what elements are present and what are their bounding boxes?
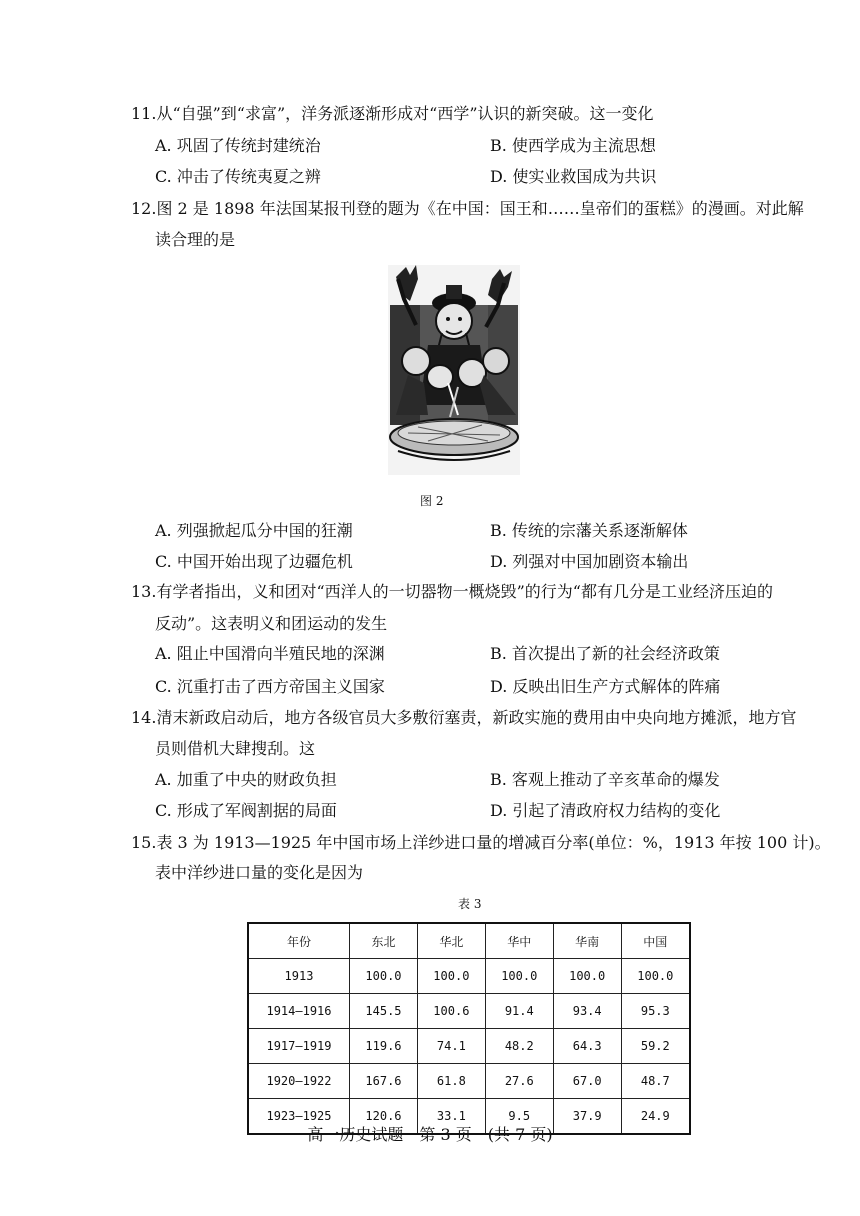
table-cell: 100.0: [417, 959, 485, 994]
table-cell: 1923—1925: [248, 1099, 350, 1135]
table-cell: 100.0: [553, 959, 621, 994]
table-header: 华中: [485, 923, 553, 959]
q15-stem-line1: 15.表 3 为 1913—1925 年中国市场上洋纱进口量的增减百分率(单位：%，1913 年按 100 计)。: [131, 833, 831, 852]
q12-option-d: D. 列强对中国加剧资本输出: [490, 552, 689, 571]
q12-stem-line1: 12.图 2 是 1898 年法国某报刊登的题为《在中国：国王和……皇帝们的蛋糕》的漫画。对此解: [131, 199, 804, 218]
q15-stem-line2: 表中洋纱进口量的变化是因为: [155, 863, 364, 882]
q13-option-c: C. 沉重打击了西方帝国主义国家: [155, 677, 385, 696]
q11-option-a: A. 巩固了传统封建统治: [155, 136, 321, 155]
table-cell: 74.1: [417, 1029, 485, 1064]
table-cell: 145.5: [350, 994, 418, 1029]
table-header: 华南: [553, 923, 621, 959]
q11-option-d: D. 使实业救国成为共识: [490, 167, 657, 186]
q13-option-d: D. 反映出旧生产方式解体的阵痛: [490, 677, 721, 696]
table-cell: 93.4: [553, 994, 621, 1029]
table-cell: 67.0: [553, 1064, 621, 1099]
yarn-import-table: [247, 922, 691, 1135]
table-cell: 119.6: [350, 1029, 418, 1064]
table-row: [248, 1029, 690, 1064]
table-header: 年份: [248, 923, 350, 959]
table-row: [248, 1064, 690, 1099]
q14-option-b: B. 客观上推动了辛亥革命的爆发: [490, 770, 720, 789]
table-cell: 1920—1922: [248, 1064, 350, 1099]
q11-option-b: B. 使西学成为主流思想: [490, 136, 656, 155]
page-footer: 高一历史试题 第 3 页 (共 7 页): [307, 1125, 553, 1144]
table-cell: 1913: [248, 959, 350, 994]
table-header: 东北: [350, 923, 418, 959]
q13-stem-line2: 反动”。这表明义和团运动的发生: [155, 614, 388, 633]
table-cell: 9.5: [485, 1099, 553, 1135]
table-cell: 61.8: [417, 1064, 485, 1099]
table-cell: 1917—1919: [248, 1029, 350, 1064]
table-header: 中国: [621, 923, 690, 959]
table-cell: 95.3: [621, 994, 690, 1029]
q14-stem-line2: 员则借机大肆搜刮。这: [155, 739, 316, 758]
q12-stem-line2: 读合理的是: [155, 230, 236, 249]
q12-option-c: C. 中国开始出现了边疆危机: [155, 552, 353, 571]
table-3-caption: 表 3: [458, 897, 482, 911]
table-cell: 167.6: [350, 1064, 418, 1099]
q12-option-b: B. 传统的宗藩关系逐渐解体: [490, 521, 688, 540]
q11-option-c: C. 冲击了传统夷夏之辨: [155, 167, 321, 186]
table-cell: 48.2: [485, 1029, 553, 1064]
q13-stem-line1: 13.有学者指出，义和团对“西洋人的一切器物一概烧毁”的行为“都有几分是工业经济压迫的: [131, 582, 773, 601]
figure-2-caption: 图 2: [420, 494, 444, 508]
table-header: 华北: [417, 923, 485, 959]
table-row: [248, 959, 690, 994]
q12-option-a: A. 列强掀起瓜分中国的狂潮: [155, 521, 353, 540]
table-header-row: [248, 923, 690, 959]
table-cell: 48.7: [621, 1064, 690, 1099]
table-cell: 100.0: [621, 959, 690, 994]
table-cell: 59.2: [621, 1029, 690, 1064]
table-cell: 91.4: [485, 994, 553, 1029]
table-cell: 120.6: [350, 1099, 418, 1135]
table-cell: 100.0: [350, 959, 418, 994]
q11-stem: 11.从“自强”到“求富”，洋务派逐渐形成对“西学”认识的新突破。这一变化: [131, 104, 654, 123]
q14-option-c: C. 形成了军阀割据的局面: [155, 801, 337, 820]
table-cell: 64.3: [553, 1029, 621, 1064]
q14-option-a: A. 加重了中央的财政负担: [155, 770, 337, 789]
q13-option-a: A. 阻止中国滑向半殖民地的深渊: [155, 644, 385, 663]
q13-option-b: B. 首次提出了新的社会经济政策: [490, 644, 720, 663]
cartoon-illustration: [388, 265, 520, 475]
table-cell: 100.0: [485, 959, 553, 994]
table-cell: 27.6: [485, 1064, 553, 1099]
table-cell: 1914—1916: [248, 994, 350, 1029]
table-cell: 24.9: [621, 1099, 690, 1135]
q14-stem-line1: 14.清末新政启动后，地方各级官员大多敷衍塞责，新政实施的费用由中央向地方摊派，地方官: [131, 708, 797, 727]
table-row: [248, 994, 690, 1029]
table-cell: 33.1: [417, 1099, 485, 1135]
q14-option-d: D. 引起了清政府权力结构的变化: [490, 801, 721, 820]
table-cell: 37.9: [553, 1099, 621, 1135]
table-cell: 100.6: [417, 994, 485, 1029]
